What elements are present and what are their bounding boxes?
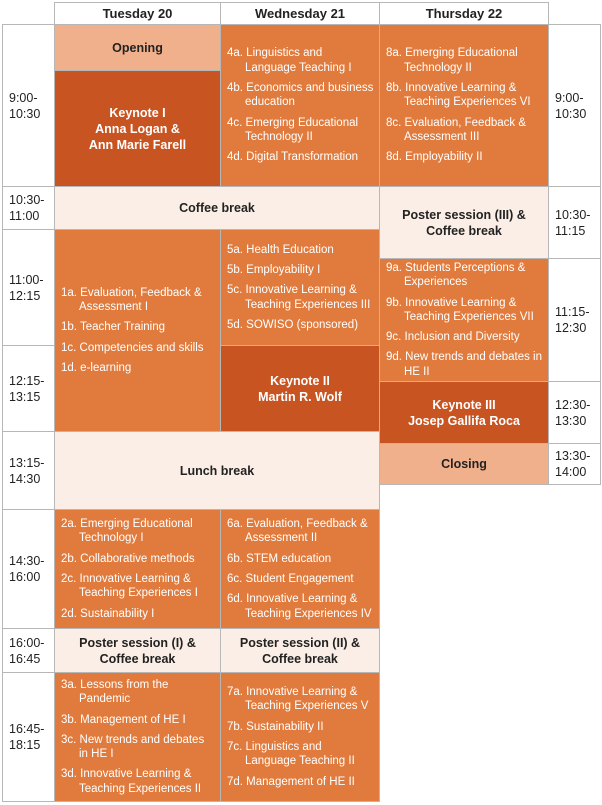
header-wednesday: Wednesday 21 bbox=[220, 2, 380, 25]
session-item: 3d. Innovative Learning & Teaching Experiences II bbox=[61, 768, 202, 795]
session-item: 9c. Inclusion and Diversity bbox=[386, 331, 520, 344]
time-slot-right: 9:00- 10:30 bbox=[548, 24, 601, 187]
sessions-wed-evening bbox=[220, 672, 380, 802]
sessions-thu-late-morning bbox=[379, 258, 549, 382]
session-item: 2d. Sustainability I bbox=[61, 607, 155, 620]
time-slot-left: 9:00- 10:30 bbox=[2, 24, 55, 187]
time-slot-left: 12:15- 13:15 bbox=[2, 345, 55, 432]
sessions-wed-afternoon bbox=[220, 509, 380, 629]
sessions-wed-late-morning bbox=[220, 229, 380, 346]
session-item: 8d. Employability II bbox=[386, 151, 483, 164]
session-item: 6c. Student Engagement bbox=[227, 573, 354, 585]
time-slot-left: 16:00- 16:45 bbox=[2, 628, 55, 673]
session-item: 1a. Evaluation, Feedback & Assessment I bbox=[61, 286, 202, 314]
keynote-3-block: Keynote III Josep Gallifa Roca bbox=[379, 381, 549, 444]
session-item: 4b. Economics and business education bbox=[227, 82, 374, 109]
sessions-wed-morning bbox=[220, 24, 380, 187]
keynote-2-block: Keynote II Martin R. Wolf bbox=[220, 345, 380, 432]
poster-session-3-block: Poster session (III) & Coffee break bbox=[379, 186, 549, 259]
session-item: 5c. Innovative Learning & Teaching Experiences III bbox=[227, 284, 371, 311]
closing-block: Closing bbox=[379, 443, 549, 485]
sessions-tue-evening bbox=[54, 672, 221, 802]
session-item: 2b. Collaborative methods bbox=[61, 552, 195, 565]
time-slot-right: 11:15- 12:30 bbox=[548, 258, 601, 382]
session-item: 6a. Evaluation, Feedback & Assessment II bbox=[227, 518, 368, 545]
session-item: 3a. Lessons from the Pandemic bbox=[61, 678, 169, 706]
session-item: 7c. Linguistics and Language Teaching II bbox=[227, 741, 355, 768]
time-slot-left: 16:45- 18:15 bbox=[2, 672, 55, 802]
keynote-1-block: Keynote I Anna Logan & Ann Marie Farell bbox=[54, 70, 221, 187]
header-tuesday: Tuesday 20 bbox=[54, 2, 221, 25]
session-item: 4a. Linguistics and Language Teaching I bbox=[227, 47, 352, 74]
session-item: 9d. New trends and debates in HE II bbox=[386, 351, 542, 378]
session-item: 9a. Students Perceptions & Experiences bbox=[386, 261, 526, 289]
session-item: 4d. Digital Transformation bbox=[227, 151, 359, 164]
session-item: 5d. SOWISO (sponsored) bbox=[227, 318, 359, 331]
session-item: 8a. Emerging Educational Technology II bbox=[386, 47, 518, 74]
session-item: 8b. Innovative Learning & Teaching Experiences VI bbox=[386, 82, 531, 109]
session-item: 5b. Employability I bbox=[227, 264, 321, 277]
session-item: 1d. e-learning bbox=[61, 361, 132, 374]
session-item: 7d. Management of HE II bbox=[227, 775, 355, 788]
lunch-break-block: Lunch break bbox=[54, 431, 380, 510]
time-slot-right: 13:30- 14:00 bbox=[548, 443, 601, 485]
session-item: 8c. Evaluation, Feedback & Assessment III bbox=[386, 116, 526, 143]
sessions-tue-afternoon bbox=[54, 509, 221, 629]
session-item: 1c. Competencies and skills bbox=[61, 341, 204, 354]
header-thursday: Thursday 22 bbox=[379, 2, 549, 25]
session-item: 7b. Sustainability II bbox=[227, 720, 324, 733]
session-item: 9b. Innovative Learning & Teaching Experiences VII bbox=[386, 296, 534, 323]
opening-block: Opening bbox=[54, 24, 221, 71]
poster-session-2-block: Poster session (II) & Coffee break bbox=[220, 628, 380, 673]
time-slot-left: 11:00- 12:15 bbox=[2, 229, 55, 346]
sessions-tue-late-morning bbox=[54, 229, 221, 432]
session-item: 4c. Emerging Educational Technology II bbox=[227, 116, 359, 143]
session-item: 2c. Innovative Learning & Teaching Experiences I bbox=[61, 573, 198, 600]
session-item: 5a. Health Education bbox=[227, 243, 334, 256]
time-slot-right: 12:30- 13:30 bbox=[548, 381, 601, 444]
time-slot-right: 10:30- 11:15 bbox=[548, 186, 601, 259]
session-item: 1b. Teacher Training bbox=[61, 321, 165, 334]
time-slot-left: 13:15- 14:30 bbox=[2, 431, 55, 510]
session-item: 7a. Innovative Learning & Teaching Experiences V bbox=[227, 686, 369, 713]
session-item: 6b. STEM education bbox=[227, 552, 332, 565]
session-item: 3b. Management of HE I bbox=[61, 713, 186, 726]
session-item: 6d. Innovative Learning & Teaching Experiences IV bbox=[227, 593, 372, 620]
time-slot-left: 14:30- 16:00 bbox=[2, 509, 55, 629]
coffee-break-block: Coffee break bbox=[54, 186, 380, 230]
session-item: 2a. Emerging Educational Technology I bbox=[61, 518, 193, 545]
time-slot-left: 10:30- 11:00 bbox=[2, 186, 55, 230]
poster-session-1-block: Poster session (I) & Coffee break bbox=[54, 628, 221, 673]
session-item: 3c. New trends and debates in HE I bbox=[61, 733, 205, 761]
sessions-thu-morning bbox=[379, 24, 549, 187]
